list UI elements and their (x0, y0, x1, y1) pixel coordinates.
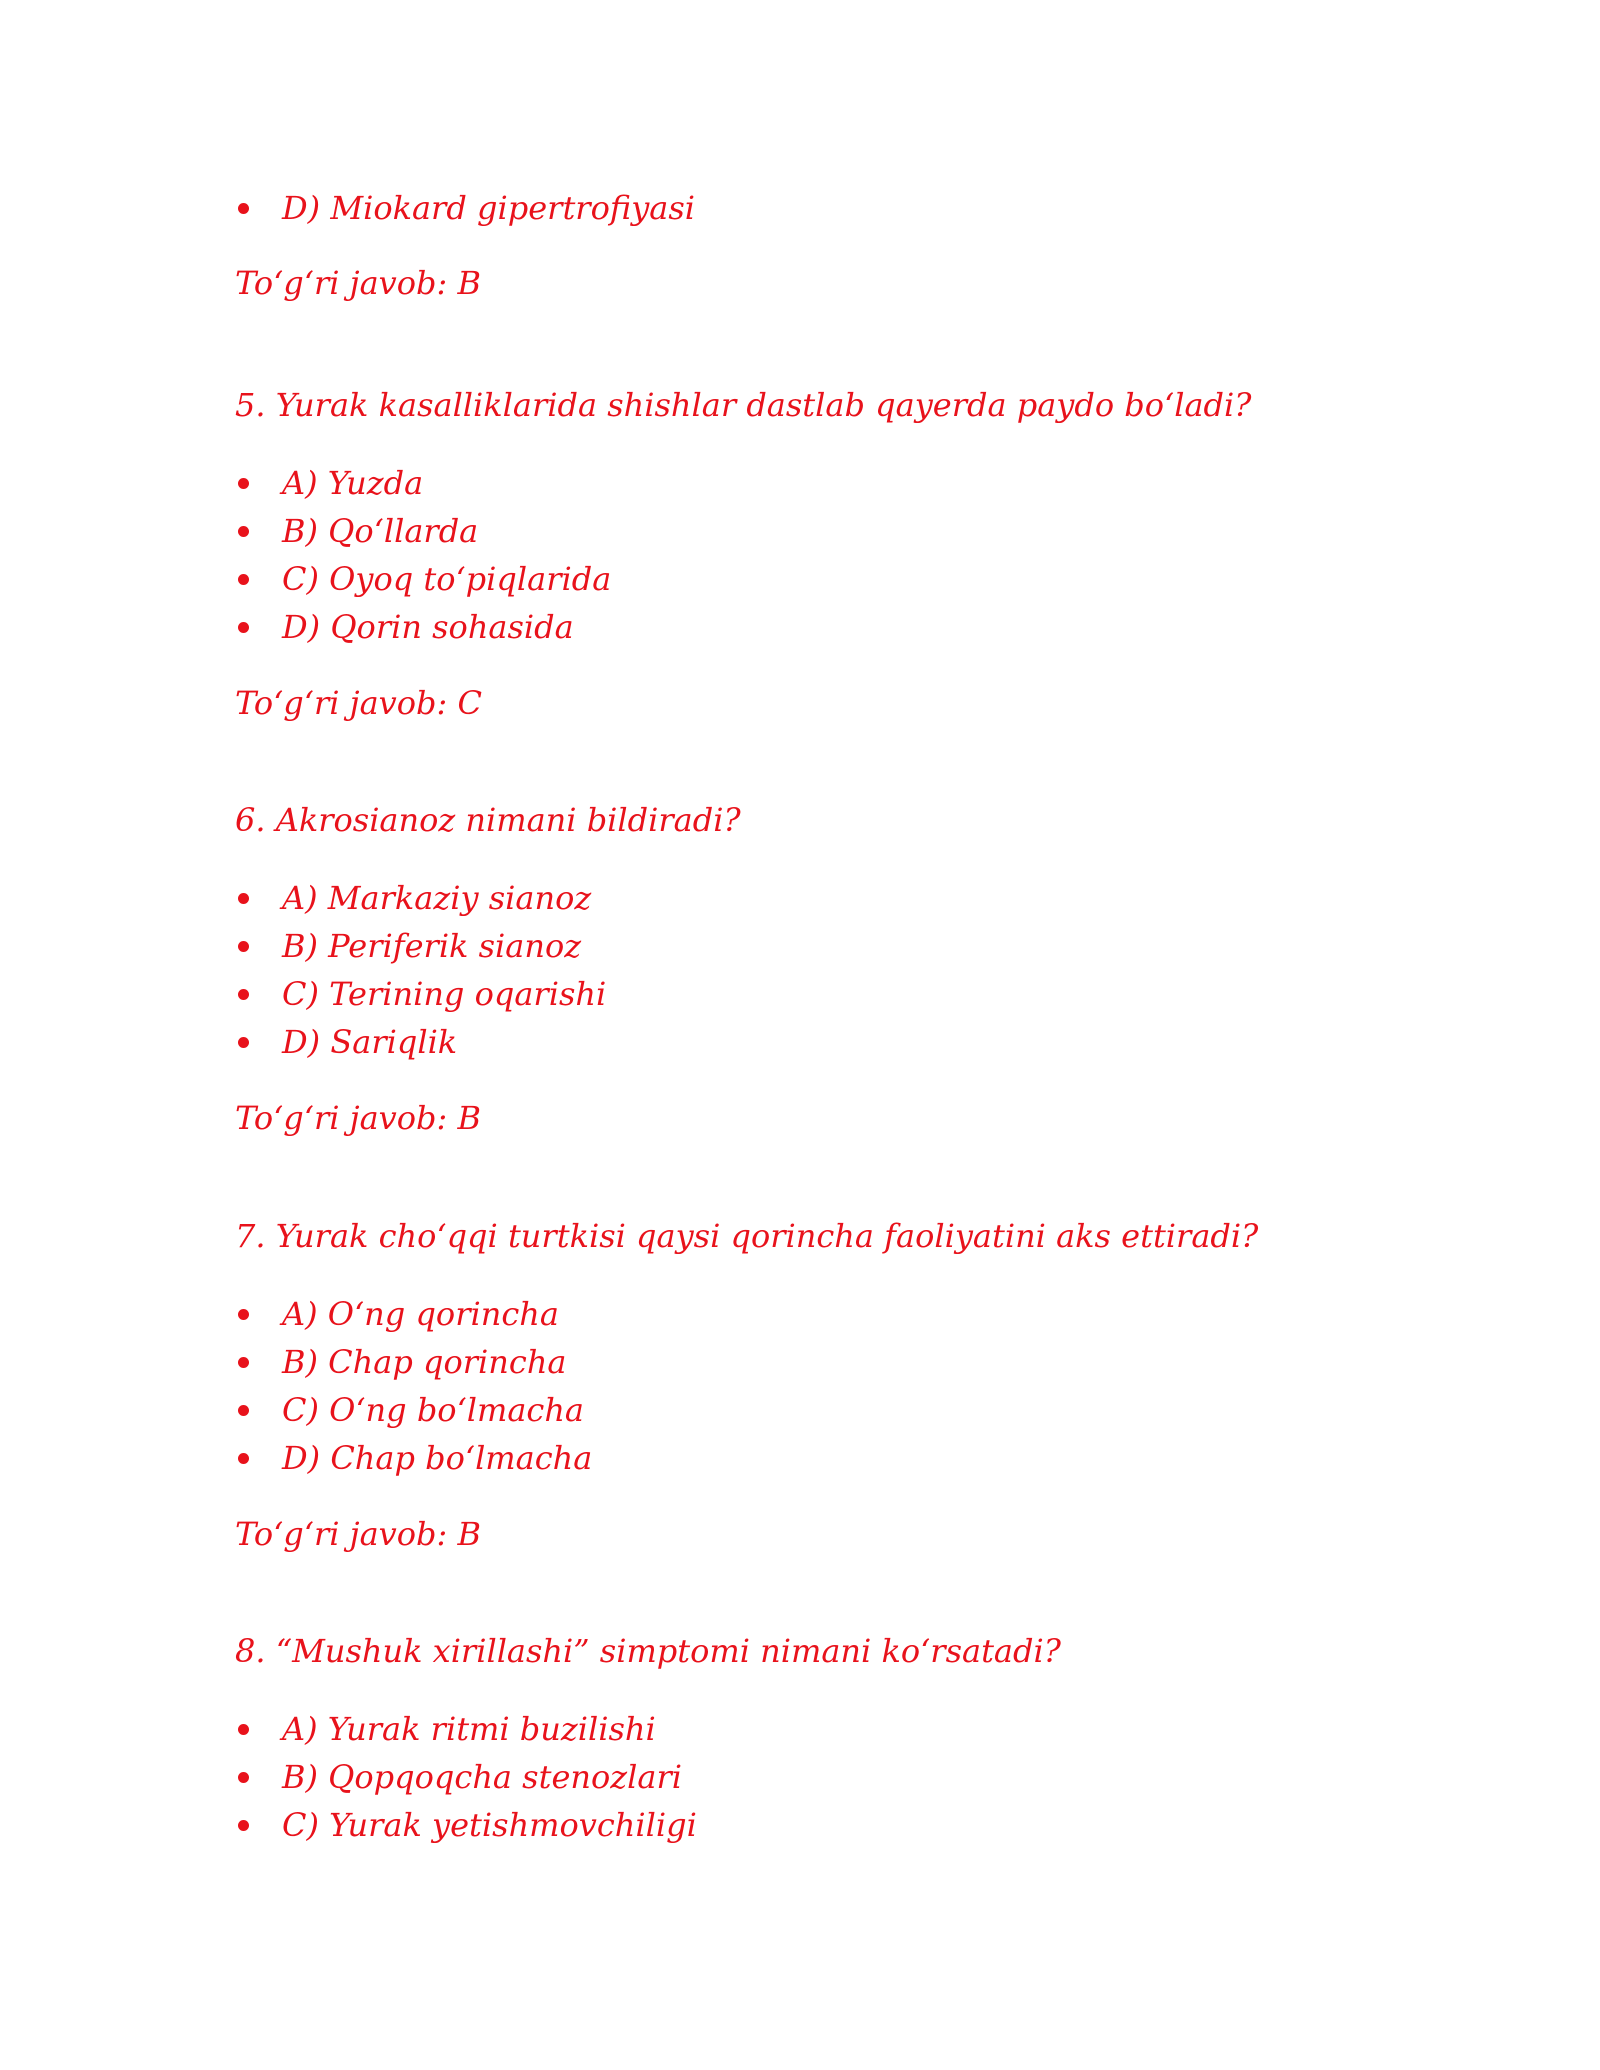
q7-answer: To‘g‘ri javob: B (235, 1515, 481, 1553)
q6-question: 6. Akrosianoz nimani bildiradi? (235, 801, 741, 839)
bullet-icon (238, 1820, 249, 1831)
q7-option-b: B) Chap qorincha (282, 1343, 567, 1381)
q7-question: 7. Yurak cho‘qqi turtkisi qaysi qorincha faoliyatini aks ettiradi? (235, 1217, 1259, 1255)
q5-answer: To‘g‘ri javob: C (235, 684, 482, 722)
bullet-icon (238, 1037, 249, 1048)
bullet-icon (238, 989, 249, 1000)
bullet-icon (238, 478, 249, 489)
bullet-icon (238, 893, 249, 904)
q8-option-b: B) Qopqoqcha stenozlari (282, 1758, 682, 1796)
q5-option-c: C) Oyoq to‘piqlarida (282, 560, 612, 598)
q6-option-a: A) Markaziy sianoz (282, 879, 592, 917)
bullet-icon (238, 1309, 249, 1320)
bullet-icon (238, 1453, 249, 1464)
q8-option-a: A) Yurak ritmi buzilishi (282, 1710, 656, 1748)
q6-option-b: B) Periferik sianoz (282, 927, 582, 965)
q6-option-c: C) Terining oqarishi (282, 975, 607, 1013)
q7-option-c: C) O‘ng bo‘lmacha (282, 1391, 584, 1429)
q4-option-d: D) Miokard gipertrofiyasi (282, 189, 696, 227)
q7-option-a: A) O‘ng qorincha (282, 1295, 559, 1333)
bullet-icon (238, 1405, 249, 1416)
bullet-icon (238, 1357, 249, 1368)
bullet-icon (238, 1772, 249, 1783)
bullet-icon (238, 574, 249, 585)
q6-answer: To‘g‘ri javob: B (235, 1099, 481, 1137)
q6-option-d: D) Sariqlik (282, 1023, 458, 1061)
q7-option-d: D) Chap bo‘lmacha (282, 1439, 593, 1477)
q8-option-c: C) Yurak yetishmovchiligi (282, 1806, 697, 1844)
bullet-icon (238, 941, 249, 952)
q5-option-d: D) Qorin sohasida (282, 608, 574, 646)
q5-option-b: B) Qo‘llarda (282, 512, 479, 550)
q8-question: 8. “Mushuk xirillashi” simptomi nimani ko‘rsatadi? (235, 1632, 1061, 1670)
bullet-icon (238, 622, 249, 633)
q5-option-a: A) Yuzda (282, 464, 424, 502)
q5-question: 5. Yurak kasalliklarida shishlar dastlab qayerda paydo bo‘ladi? (235, 386, 1252, 424)
bullet-icon (238, 1724, 249, 1735)
bullet-icon (238, 526, 249, 537)
bullet-icon (238, 203, 249, 214)
q4-answer: To‘g‘ri javob: B (235, 264, 481, 302)
